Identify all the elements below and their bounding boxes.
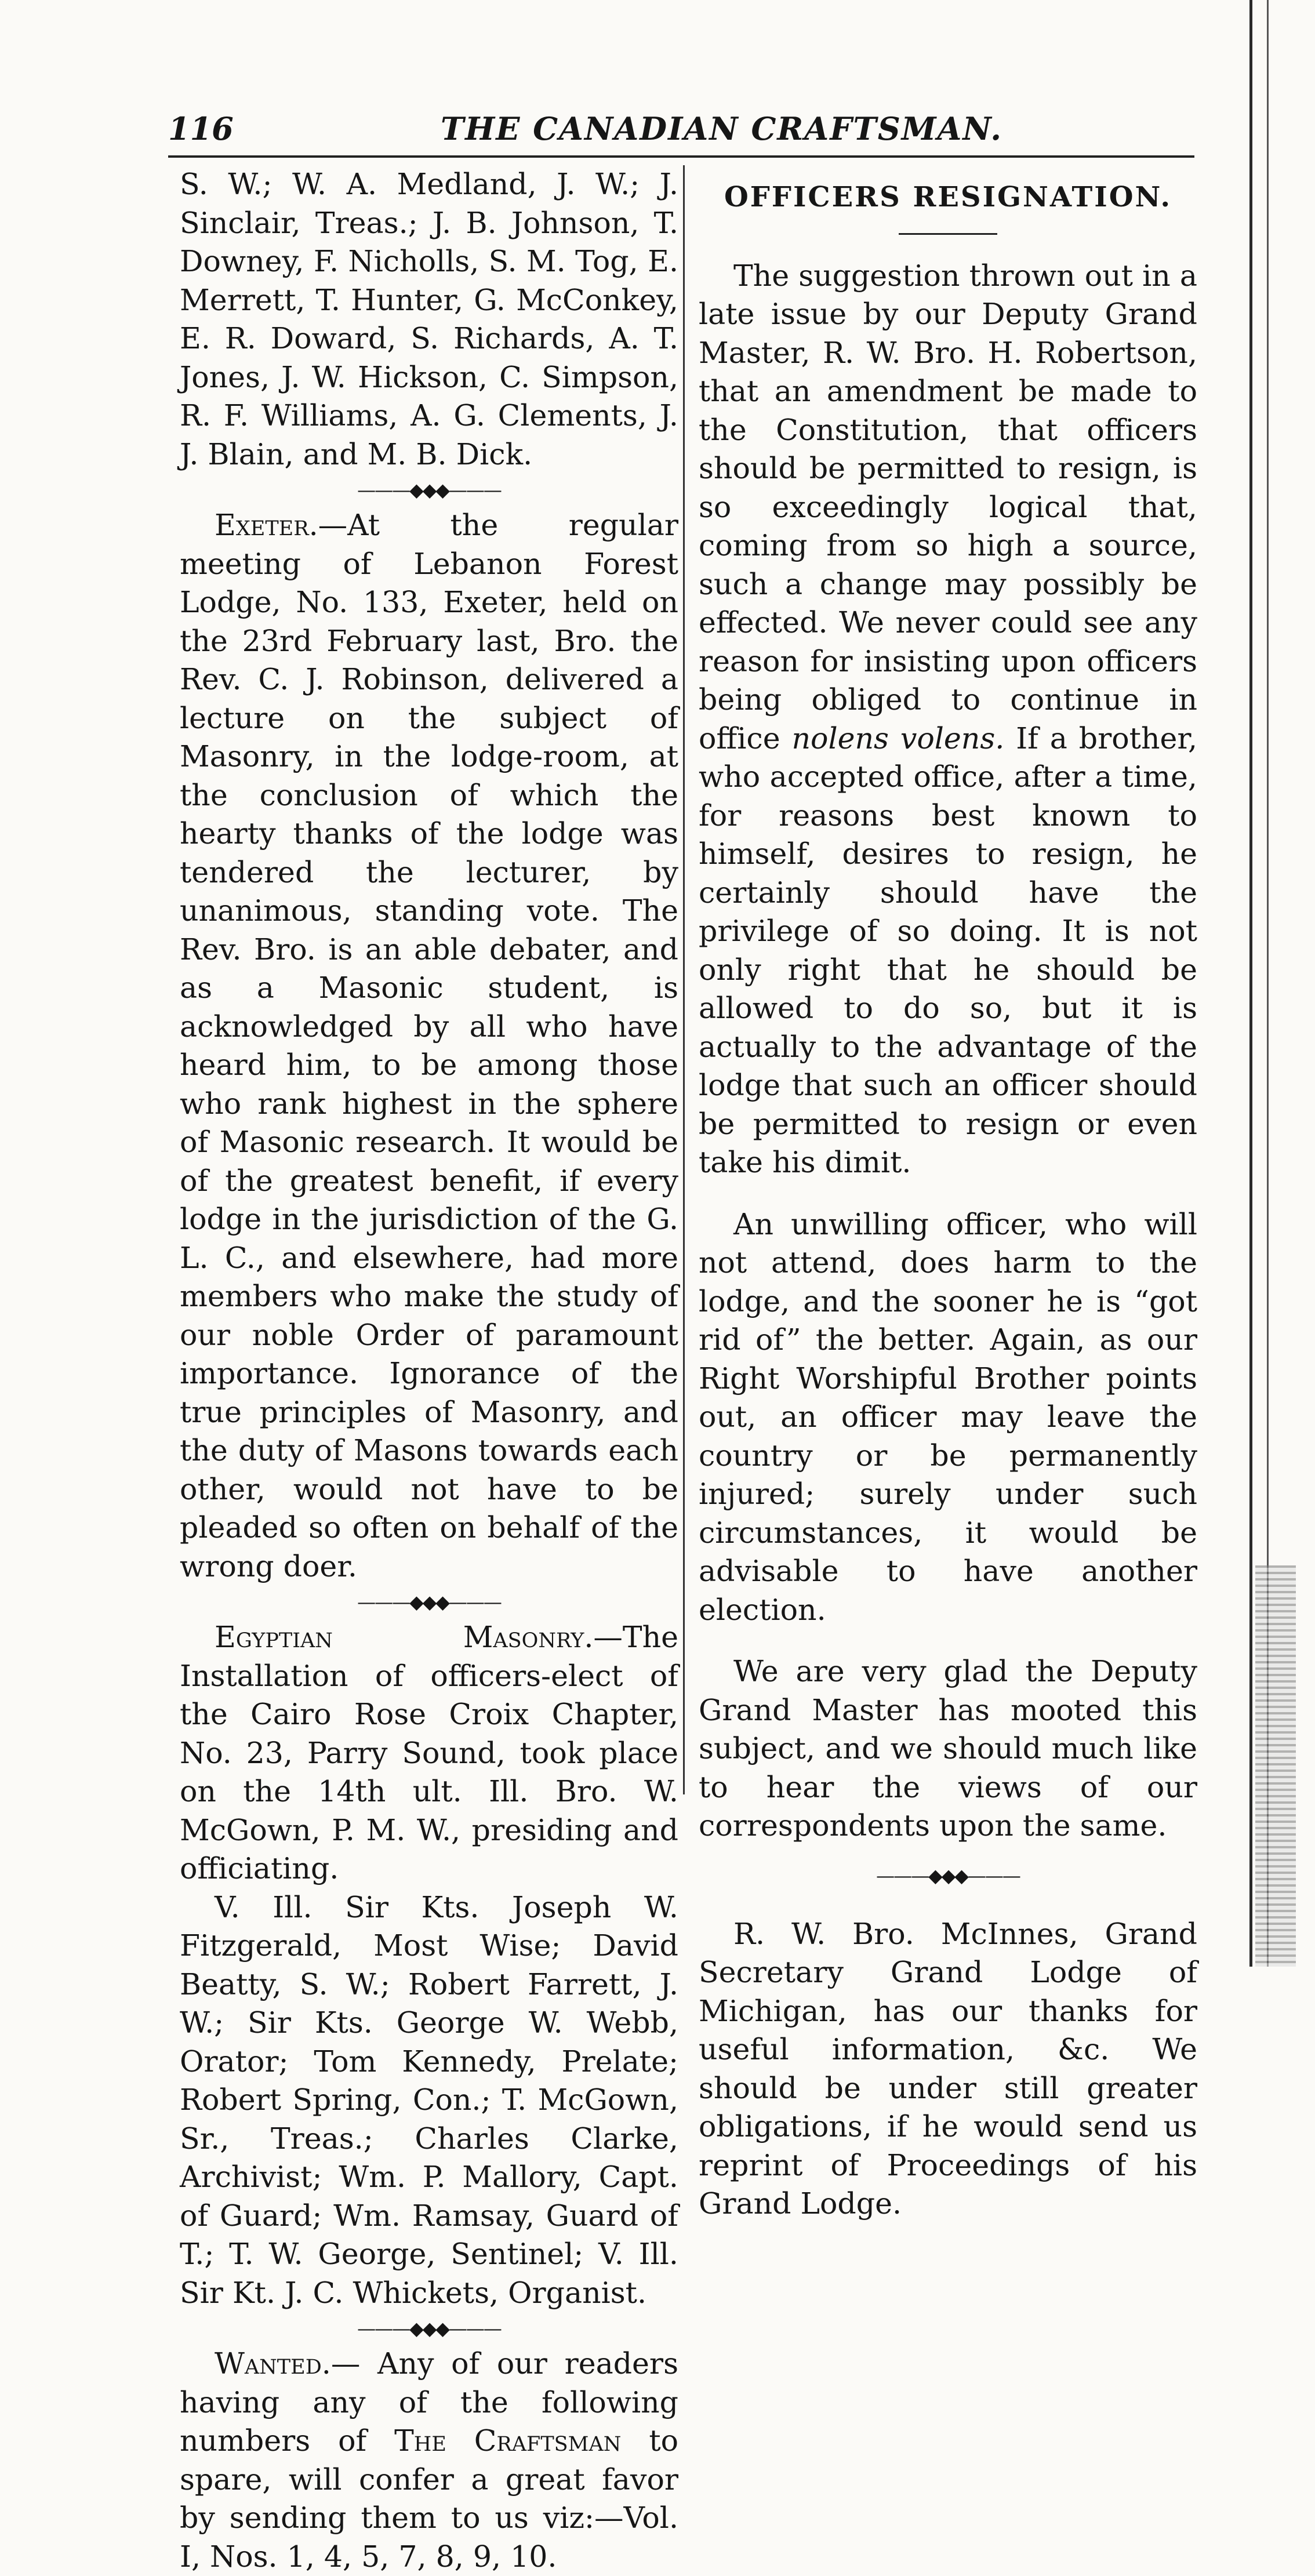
officers-list-continued: S. W.; W. A. Medland, J. W.; J. Sinclair, Treas.; J. B. Johnson, T. Downey, F. Nicholls, S. M. Tog, E. Merrett, T. Hunter, G. McConkey, E. R. Doward, S. Richards, A. T. Jones, J. W. Hickson, C. Simpson, R. F. Williams, A. G. Clements, J. J. Blain, and M. B. Dick. — [180, 167, 678, 471]
column-divider — [683, 165, 685, 1794]
resignation-paragraph-2: An unwilling officer, who will not attend, does harm to the lodge, and the sooner he is “got rid of” the better. Again, as our Right Worshipful Brother points out, an officer may leave the country or be permanently injured; surely under such circumstances, it would be advisable to have another election. — [699, 1207, 1197, 1627]
header-rule — [168, 155, 1194, 158]
binding-edge-texture — [1255, 1565, 1296, 1967]
egyptian-masonry-text: —The Installation of officers-elect of the Cairo Rose Croix Chapter, No. 23, Parry Sound, took place on the 14th ult. Ill. Bro. W. McGown, P. M. W., presiding and officiating. — [180, 1620, 678, 1885]
section-ornament: ———◆◆◆——— — [357, 1591, 501, 1613]
right-column — [699, 165, 1197, 2223]
officers-paragraph: V. Ill. Sir Kts. Joseph W. Fitzgerald, Most Wise; David Beatty, S. W.; Robert Farrett, J. W.; Sir Kts. George W. Webb, Orator; Tom Kennedy, Prelate; Robert Spring, Con.; T. McGown, Sr., Treas.; Charles Clarke, Archivist; Wm. P. Mallory, Capt. of Guard; Wm. Ramsay, Guard of T.; T. W. George, Sentinel; V. Ill. Sir Kt. J. C. Whickets, Organist. — [180, 1890, 678, 2310]
section-ornament: ———◆◆◆——— — [357, 2317, 501, 2339]
resignation-paragraph-1 — [699, 257, 1197, 1182]
left-column — [180, 165, 678, 2576]
egyptian-masonry-paragraph — [180, 1618, 678, 1888]
exeter-text: —At the regular meeting of Lebanon Forest Lodge, No. 133, Exeter, held on the 23rd February last, Bro. the Rev. C. J. Robinson, delivered a lecture on the subject of Masonry, in the lodge-room, at the conclusion of which the hearty thanks of the lodge was tendered the lecturer, by unanimous, standing vote. The Rev. Bro. is an able debater, and as a Masonic student, is acknowledged by all who have heard him, to be among those who rank highest in the sphere of Masonic research. It would be of the greatest benefit, if every lodge in the jurisdiction of the G. L. C., and elsewhere, had more members who make the study of our noble Order of paramount importance. Ignorance of the true principles of Masonry, and the duty of Masons towards each other, would not have to be pleaded so often on behalf of the wrong doer. — [180, 508, 678, 1583]
wanted-text-a: — Any of our readers having any of the following numbers of — [180, 2346, 678, 2458]
mcinnes-paragraph: R. W. Bro. McInnes, Grand Secretary Grand Lodge of Michigan, has our thanks for useful information, &c. We should be under still greater obligations, if he would send us reprint of Proceedings of his Grand Lodge. — [699, 1916, 1197, 2221]
article-heading: OFFICERS RESIGNATION. — [724, 181, 1172, 213]
page-header — [168, 110, 1212, 157]
wanted-lead: Wanted. — [215, 2346, 331, 2381]
resignation-text-1a: The suggestion thrown out in a late issue by our Deputy Grand Master, R. W. Bro. H. Robertson, that an amendment be made to the Constitution, that officers should be permitted to resign, is so exceedingly logical that, coming from so high a source, such a change may possibly be effected. We never could see any reason for insisting upon officers being obliged to continue in office — [699, 258, 1197, 755]
resignation-text-1b: If a brother, who accepted office, after a time, for reasons best known to himself, desires to resign, he certainly should have the privilege of so doing. It is not only right that he should be allowed to do so, but it is actually to the advantage of the lodge that such an officer should be permitted to resign or even take his dimit. — [699, 721, 1197, 1179]
running-title: THE CANADIAN CRAFTSMAN. — [441, 110, 1003, 147]
wanted-craftsman: The Craftsman — [394, 2424, 622, 2458]
resignation-paragraph-3: We are very glad the Deputy Grand Master has mooted this subject, and we should much like to hear the views of our correspondents upon the same. — [699, 1654, 1197, 1843]
egyptian-masonry-lead: Egyptian Masonry. — [215, 1620, 594, 1654]
exeter-lead: Exeter. — [215, 508, 318, 542]
exeter-paragraph — [180, 506, 678, 1586]
section-ornament: ———◆◆◆——— — [357, 479, 501, 501]
wanted-text-b: to spare, will confer a great favor by sending them to us viz:—Vol. I, Nos. 1, 4, 5, 7, 8, 9, 10. — [180, 2424, 679, 2574]
page-number: 116 — [168, 110, 234, 147]
nolens-volens: nolens volens. — [791, 721, 1005, 755]
binding-edge-line — [1249, 0, 1252, 1967]
paragraph-gap — [699, 1892, 1197, 1915]
wanted-paragraph — [180, 2345, 678, 2576]
paragraph-gap — [699, 1629, 1197, 1652]
section-ornament: ———◆◆◆——— — [876, 1864, 1020, 1887]
heading-rule — [899, 233, 997, 235]
paragraph-gap — [699, 1182, 1197, 1205]
